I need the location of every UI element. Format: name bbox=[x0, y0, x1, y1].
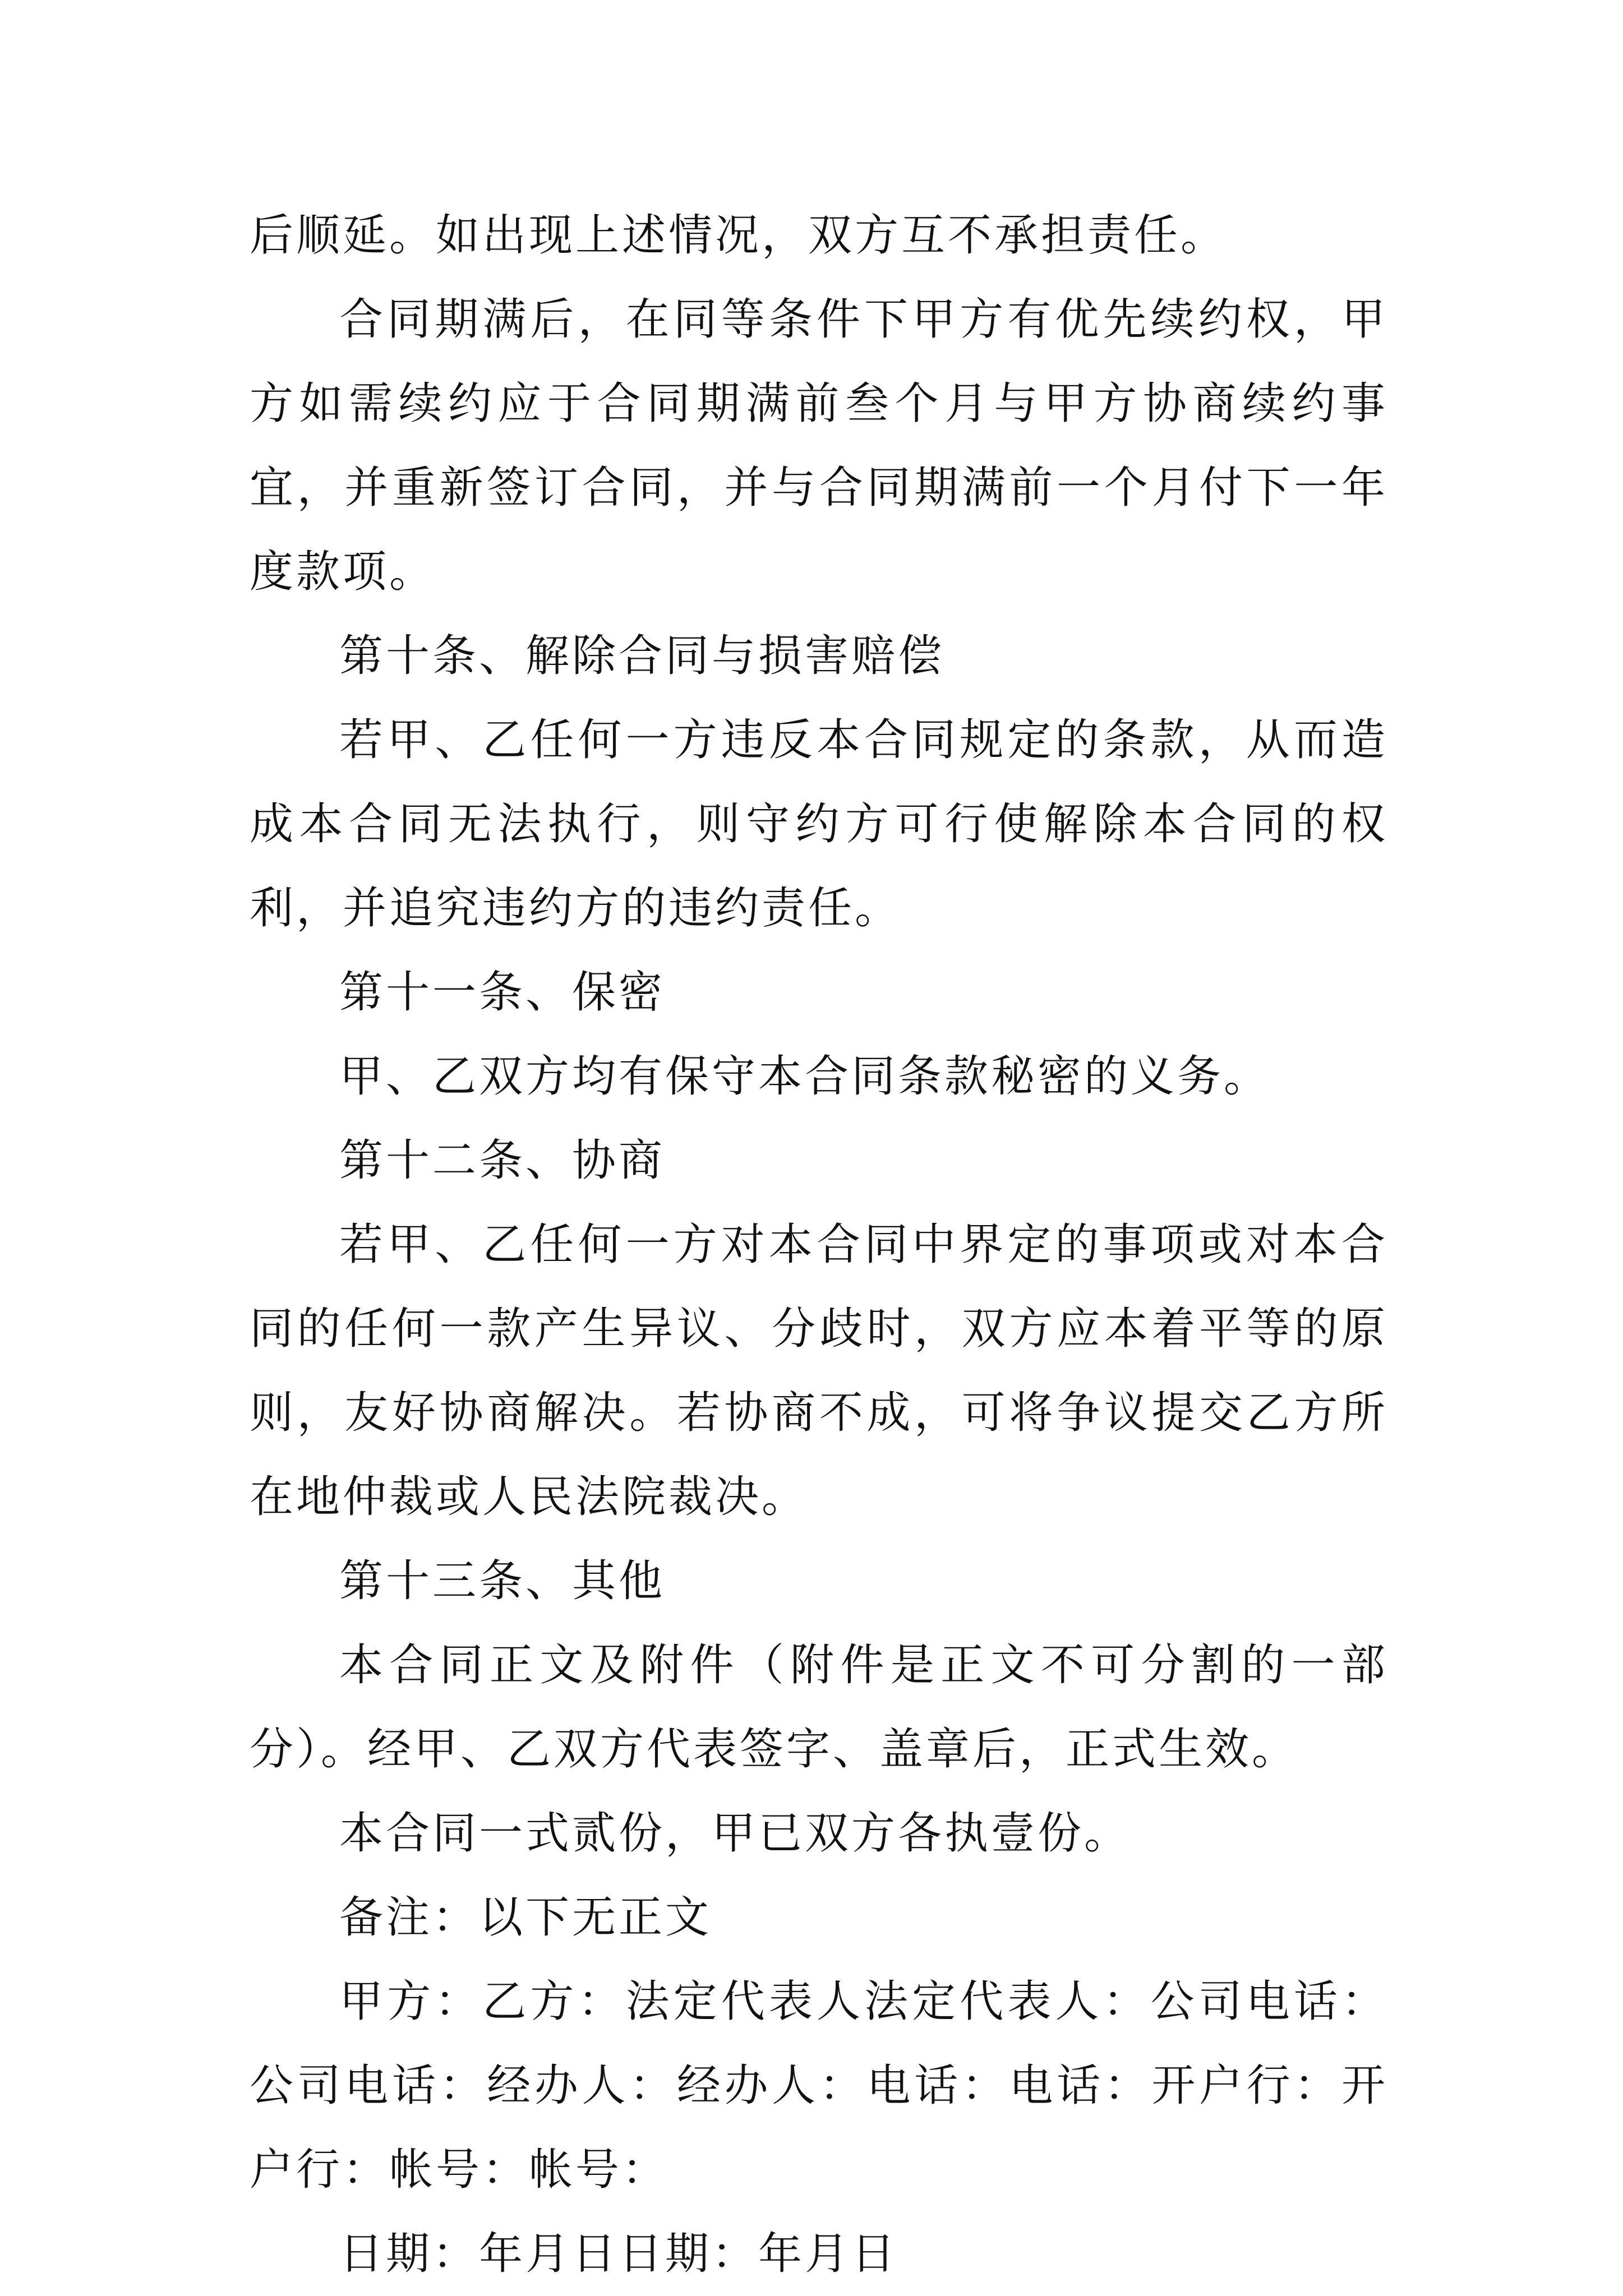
paragraph-continuation: 后顺延。如出现上述情况，双方互不承担责任。 bbox=[250, 210, 1228, 261]
heading-article-13: 第十三条、其他 bbox=[339, 1556, 666, 1606]
heading-article-12: 第十二条、协商 bbox=[339, 1135, 666, 1186]
paragraph-remark: 备注：以下无正文 bbox=[339, 1892, 712, 1943]
paragraph-renewal: 合同期满后，在同等条件下甲方有优先续约权，甲方如需续约应于合同期满前叁个月与甲方协商续约事宜，并重新签订合同，并与合同期满前一个月付下一年度款项。 bbox=[250, 294, 1388, 597]
document-body bbox=[250, 193, 1388, 2296]
heading-article-10: 第十条、解除合同与损害赔偿 bbox=[339, 631, 945, 681]
heading-article-11: 第十一条、保密 bbox=[339, 967, 666, 1018]
paragraph-effectiveness: 本合同正文及附件（附件是正文不可分割的一部分）。经甲、乙双方代表签字、盖章后，正式生效。 bbox=[250, 1640, 1388, 1775]
paragraph-termination: 若甲、乙任何一方违反本合同规定的条款，从而造成本合同无法执行，则守约方可行使解除本合同的权利，并追究违约方的违约责任。 bbox=[250, 715, 1388, 934]
paragraph-signatories: 甲方：乙方：法定代表人法定代表人：公司电话：公司电话：经办人：经办人：电话：电话：开户行：开户行：帐号：帐号： bbox=[250, 1976, 1388, 2195]
paragraph-copies: 本合同一式贰份，甲已双方各执壹份。 bbox=[339, 1808, 1131, 1859]
paragraph-negotiation: 若甲、乙任何一方对本合同中界定的事项或对本合同的任何一款产生异议、分歧时，双方应本着平等的原则，友好协商解决。若协商不成，可将争议提交乙方所在地仲裁或人民法院裁决。 bbox=[250, 1219, 1388, 1522]
paragraph-dates: 日期：年月日日期：年月日 bbox=[339, 2229, 898, 2279]
paragraph-confidentiality: 甲、乙双方均有保守本合同条款秘密的义务。 bbox=[339, 1051, 1271, 1102]
